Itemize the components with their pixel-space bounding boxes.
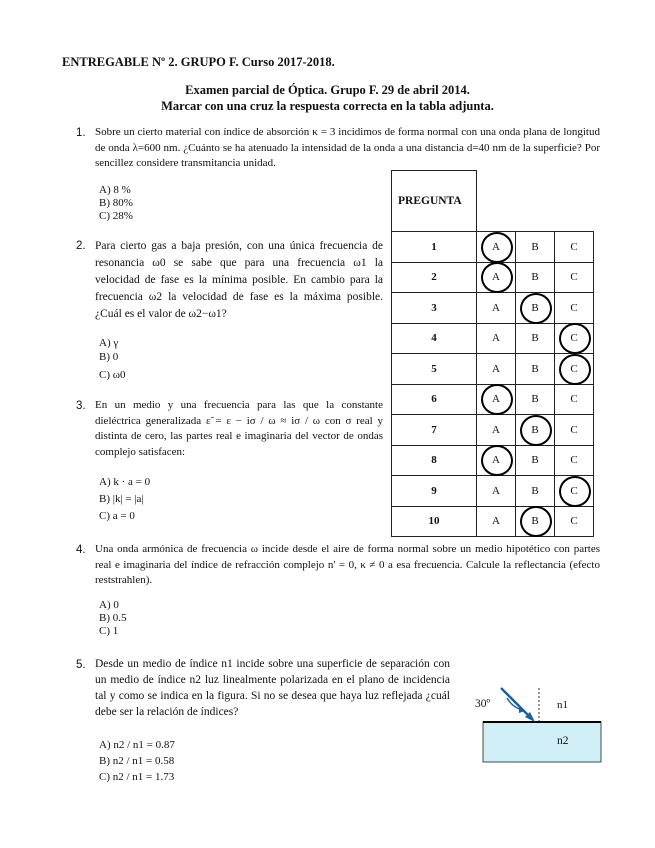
answer-letter: B bbox=[531, 271, 539, 284]
answer-mark-circle bbox=[559, 354, 591, 385]
option-c: C) 28% bbox=[99, 210, 133, 222]
answer-cell-b[interactable] bbox=[516, 354, 555, 385]
answer-letter: C bbox=[570, 393, 578, 406]
answer-cell-b[interactable] bbox=[516, 476, 555, 507]
answer-mark-circle bbox=[481, 232, 513, 263]
answer-cell-a[interactable] bbox=[477, 232, 516, 263]
answer-letter: B bbox=[531, 454, 539, 467]
answer-letter: C bbox=[570, 423, 578, 436]
answer-cell-a[interactable] bbox=[477, 354, 516, 385]
answer-row-2 bbox=[392, 262, 594, 293]
answer-cell-c[interactable] bbox=[555, 323, 594, 354]
answer-table bbox=[391, 170, 594, 537]
question-3-number: 3. bbox=[76, 400, 86, 412]
answer-cell-a[interactable] bbox=[477, 476, 516, 507]
answer-table-container bbox=[391, 170, 594, 537]
answer-cell-a[interactable] bbox=[477, 384, 516, 415]
answer-cell-b[interactable] bbox=[516, 506, 555, 537]
answer-row-9 bbox=[392, 476, 594, 507]
question-number-cell: 7 bbox=[392, 415, 477, 446]
answer-letter: A bbox=[492, 454, 500, 467]
option-a: A) n2 / n1 = 0.87 bbox=[99, 739, 175, 751]
option-c: C) 1 bbox=[99, 625, 119, 637]
answer-letter: B bbox=[531, 515, 539, 528]
n2-label: n2 bbox=[557, 735, 569, 747]
question-1-options bbox=[99, 184, 133, 223]
answer-letter: B bbox=[531, 393, 539, 406]
question-1-number: 1. bbox=[76, 127, 86, 139]
question-number-cell: 3 bbox=[392, 293, 477, 324]
option-c: C) ω0 bbox=[99, 369, 126, 381]
question-5-options bbox=[99, 737, 175, 785]
question-number-cell: 2 bbox=[392, 262, 477, 293]
option-c: C) a = 0 bbox=[99, 510, 135, 522]
question-4-number: 4. bbox=[76, 544, 86, 556]
answer-row-6 bbox=[392, 384, 594, 415]
answer-letter: C bbox=[570, 515, 578, 528]
answer-cell-a[interactable] bbox=[477, 445, 516, 476]
answer-cell-c[interactable] bbox=[555, 415, 594, 446]
answer-letter: A bbox=[492, 271, 500, 284]
answer-letter: A bbox=[492, 240, 500, 253]
answer-letter: B bbox=[531, 240, 539, 253]
answer-letter: C bbox=[570, 332, 578, 345]
answer-mark-circle bbox=[520, 293, 552, 324]
answer-mark-circle bbox=[559, 323, 591, 354]
answer-cell-b[interactable] bbox=[516, 384, 555, 415]
answer-mark-circle bbox=[481, 262, 513, 293]
answer-row-1 bbox=[392, 232, 594, 263]
answer-letter: C bbox=[570, 301, 578, 314]
option-c: C) n2 / n1 = 1.73 bbox=[99, 771, 175, 783]
question-number-cell: 6 bbox=[392, 384, 477, 415]
answer-cell-a[interactable] bbox=[477, 262, 516, 293]
incidence-figure bbox=[473, 680, 603, 785]
answer-letter: A bbox=[492, 515, 500, 528]
answer-cell-a[interactable] bbox=[477, 415, 516, 446]
question-2-options bbox=[99, 336, 126, 382]
exam-instructions: Marcar con una cruz la respuesta correcta en la tabla adjunta. bbox=[161, 99, 494, 113]
answer-mark-circle bbox=[559, 476, 591, 507]
answer-cell-c[interactable] bbox=[555, 293, 594, 324]
question-4-options bbox=[99, 599, 127, 638]
answer-letter: A bbox=[492, 301, 500, 314]
question-number-cell: 9 bbox=[392, 476, 477, 507]
option-a: A) γ bbox=[99, 337, 119, 349]
answer-table-header-row bbox=[392, 171, 594, 232]
answer-cell-c[interactable] bbox=[555, 506, 594, 537]
option-b: B) 80% bbox=[99, 197, 133, 209]
question-number-cell: 10 bbox=[392, 506, 477, 537]
question-number-cell: 5 bbox=[392, 354, 477, 385]
answer-row-4 bbox=[392, 323, 594, 354]
answer-mark-circle bbox=[520, 506, 552, 537]
question-number-cell: 8 bbox=[392, 445, 477, 476]
question-number-cell: 4 bbox=[392, 323, 477, 354]
answer-cell-b[interactable] bbox=[516, 262, 555, 293]
question-3-options bbox=[99, 474, 150, 525]
answer-letter: B bbox=[531, 362, 539, 375]
answer-cell-c[interactable] bbox=[555, 262, 594, 293]
question-5-text: Desde un medio de índice n1 incide sobre una superficie de separación con un medio de índice n2 luz linealmente polarizada en el plano de incidencia tal y como se indica en la figura. Si no se desea que haya luz reflejada ¿cuál debe ser la relación de índices? bbox=[95, 658, 450, 718]
option-b: B) 0.5 bbox=[99, 612, 127, 624]
question-2-number: 2. bbox=[76, 240, 86, 252]
question-3-text: En un medio y una frecuencia para las que la constante dieléctrica generalizada ε̃ = ε − iσ / ω ≈ iσ / ω con σ real y distinta de cero, las partes real e imaginaria del vector de ondas complejo satisfacen: bbox=[95, 399, 383, 458]
answer-row-8 bbox=[392, 445, 594, 476]
exam-title: Examen parcial de Óptica. Grupo F. 29 de abril 2014. bbox=[185, 83, 470, 97]
question-5-number: 5. bbox=[76, 659, 86, 671]
answer-cell-b[interactable] bbox=[516, 293, 555, 324]
answer-letter: B bbox=[531, 332, 539, 345]
answer-cell-c[interactable] bbox=[555, 384, 594, 415]
question-1-text: Sobre un cierto material con índice de absorción κ = 3 incidimos de forma normal con una onda plana de longitud de onda λ=600 nm. ¿Cuánto se ha atenuado la intensidad de la onda a una distancia d=40 nm de la superficie? Por sencillez considere transmitancia unidad. bbox=[95, 126, 600, 169]
incidence-diagram bbox=[473, 680, 603, 785]
option-b: B) n2 / n1 = 0.58 bbox=[99, 755, 175, 767]
answer-cell-b[interactable] bbox=[516, 232, 555, 263]
question-2-text: Para cierto gas a baja presión, con una única frecuencia de resonancia ω0 se sabe que para una frecuencia ω1 la velocidad de fase es la mínima posible. En cambio para la frecuencia ω2 la velocidad de fase es la máxima posible. ¿Cuál es el valor de ω2−ω1? bbox=[95, 240, 383, 320]
answer-letter: C bbox=[570, 454, 578, 467]
answer-cell-b[interactable] bbox=[516, 445, 555, 476]
option-b: B) 0 bbox=[99, 351, 119, 363]
question-4-text: Una onda armónica de frecuencia ω incide desde el aire de forma normal sobre un medio hipotético con partes real e imaginaria del índice de refracción complejo n' = 0, κ ≠ 0 a esa frecuencia. Calcule la reflectancia (efecto reststrahlen). bbox=[95, 543, 600, 586]
answer-cell-c[interactable] bbox=[555, 232, 594, 263]
answer-letter: B bbox=[531, 301, 539, 314]
answer-cell-b[interactable] bbox=[516, 415, 555, 446]
answer-cell-a[interactable] bbox=[477, 506, 516, 537]
answer-cell-b[interactable] bbox=[516, 323, 555, 354]
option-b: B) |k| = |a| bbox=[99, 493, 144, 505]
answer-mark-circle bbox=[481, 445, 513, 476]
answer-letter: C bbox=[570, 484, 578, 497]
pregunta-header: PREGUNTA bbox=[392, 171, 477, 232]
answer-cell-c[interactable] bbox=[555, 445, 594, 476]
answer-letter: A bbox=[492, 393, 500, 406]
answer-letter: C bbox=[570, 240, 578, 253]
angle-label: 30º bbox=[475, 698, 491, 710]
answer-row-10 bbox=[392, 506, 594, 537]
answer-letter: C bbox=[570, 362, 578, 375]
option-a: A) 8 % bbox=[99, 184, 131, 196]
answer-row-7 bbox=[392, 415, 594, 446]
option-a: A) 0 bbox=[99, 599, 119, 611]
answer-cell-c[interactable] bbox=[555, 476, 594, 507]
answer-cell-c[interactable] bbox=[555, 354, 594, 385]
answer-letter: A bbox=[492, 423, 500, 436]
answer-letter: A bbox=[492, 484, 500, 497]
answer-mark-circle bbox=[481, 384, 513, 415]
answer-row-5 bbox=[392, 354, 594, 385]
incident-ray bbox=[501, 688, 531, 718]
answer-letter: C bbox=[570, 271, 578, 284]
answer-letter: B bbox=[531, 423, 539, 436]
document-header: ENTREGABLE Nº 2. GRUPO F. Curso 2017-2018. bbox=[62, 55, 335, 69]
answer-cell-a[interactable] bbox=[477, 323, 516, 354]
medium-n2-block bbox=[483, 722, 601, 762]
n1-label: n1 bbox=[557, 699, 568, 711]
answer-mark-circle bbox=[520, 415, 552, 446]
answer-letter: A bbox=[492, 332, 500, 345]
answer-letter: A bbox=[492, 362, 500, 375]
answer-row-3 bbox=[392, 293, 594, 324]
answer-cell-a[interactable] bbox=[477, 293, 516, 324]
option-a: A) k · a = 0 bbox=[99, 476, 151, 488]
answer-letter: B bbox=[531, 484, 539, 497]
question-number-cell: 1 bbox=[392, 232, 477, 263]
